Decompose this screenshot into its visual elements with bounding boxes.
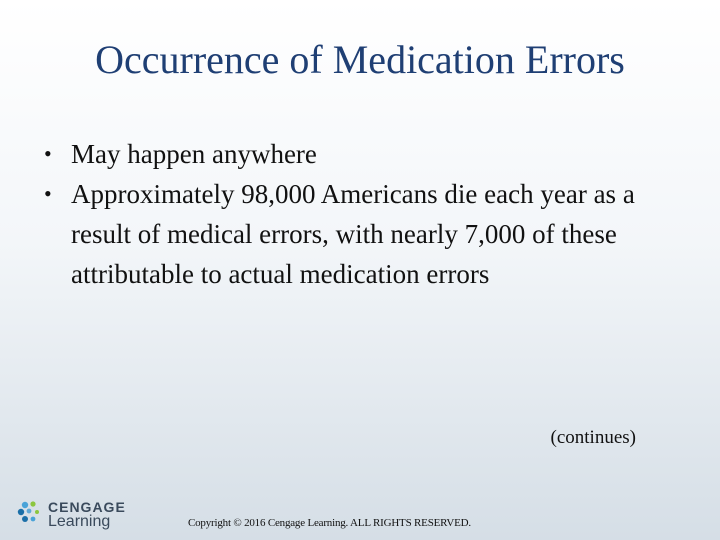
bullet-mark: •: [44, 181, 52, 206]
continues-label: (continues): [550, 427, 636, 448]
cengage-logo-icon: [16, 499, 44, 527]
bullet-item: [44, 134, 684, 174]
logo-wordmark-cengage: CENGAGE: [48, 499, 126, 515]
bullet-item: [44, 174, 684, 294]
bullet-list: [44, 134, 684, 294]
cengage-logo: [16, 497, 136, 533]
copyright-notice: Copyright © 2016 Cengage Learning. ALL RIGHTS RESERVED.: [188, 517, 471, 529]
bullet-text: May happen anywhere: [71, 139, 317, 169]
logo-wordmark-learning: Learning: [48, 513, 111, 530]
slide-title: Occurrence of Medication Errors: [95, 37, 625, 82]
bullet-text: Approximately 98,000 Americans die each year as a result of medical errors, with nearly 7,000 of these attributable to actual medication errors: [71, 179, 635, 289]
bullet-mark: •: [44, 141, 52, 166]
